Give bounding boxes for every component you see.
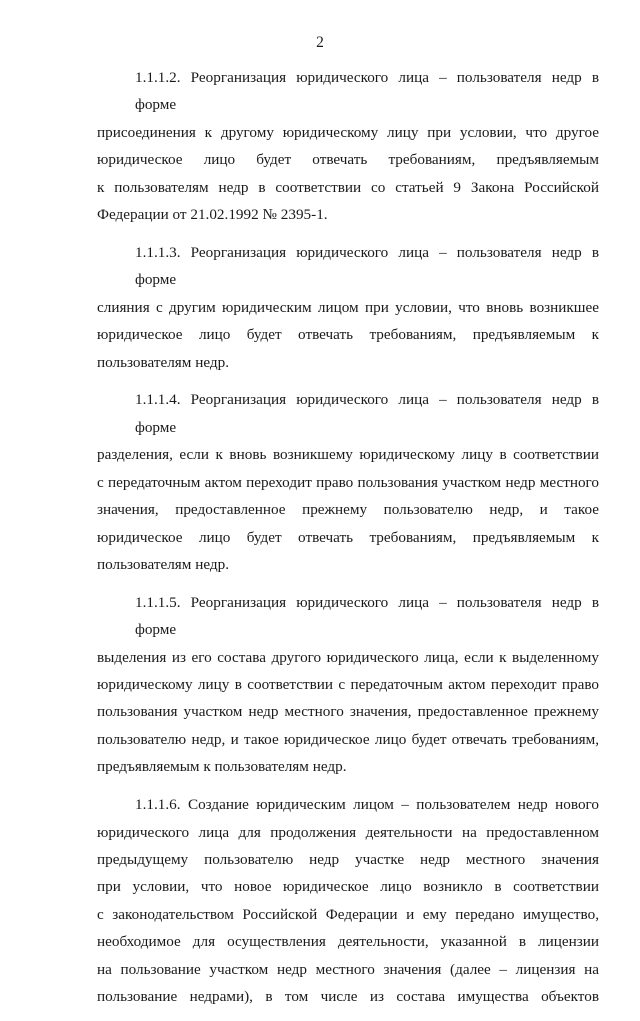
text-line: с передаточным актом переходит право пользования участком недр местного [97, 473, 599, 491]
text-line: пользование недрами), в том числе из состава имущества объектов [97, 988, 599, 1005]
text-line: предыдущему пользователю недр участке недр местного значения [97, 850, 599, 868]
document-body [97, 64, 599, 1021]
text-line: пользователям недр. [97, 555, 229, 573]
text-line: юридическое лицо будет отвечать требованиям, предъявляемым [97, 151, 599, 169]
text-line: необходимое для осуществления деятельности, указанной в лицензии [97, 933, 599, 951]
text-line: значения, предоставленное прежнему пользователю недр, и такое [97, 501, 599, 519]
text-line: присоединения к другому юридическому лицу при условии, что другое [97, 123, 599, 141]
text-line: пользователю недр, и такое юридическое лицо будет отвечать требованиям, [97, 730, 599, 748]
paragraph-1-1-1-3 [97, 239, 599, 376]
text-line: пользователям недр. [97, 353, 229, 371]
paragraph-1-1-1-5 [97, 589, 599, 781]
text-line: юридическому лицу в соответствии с передаточным актом переходит право [97, 676, 599, 694]
text-line: 1.1.1.3. Реорганизация юридического лица – пользователя недр в форме [135, 243, 599, 289]
text-line: предъявляемым к пользователям недр. [97, 758, 347, 776]
page-number: 2 [316, 34, 324, 51]
text-line: при условии, что новое юридическое лицо возникло в соответствии [97, 878, 599, 896]
text-line: 1.1.1.2. Реорганизация юридического лица – пользователя недр в форме [135, 69, 599, 114]
text-line: Федерации от 21.02.1992 № 2395-1. [97, 206, 328, 224]
text-line: юридическое лицо будет отвечать требованиям, предъявляемым к [97, 326, 599, 344]
text-line: выделения из его состава другого юридического лица, если к выделенному [97, 648, 599, 666]
text-line: разделения, если к вновь возникшему юридическому лицу в соответствии [97, 446, 599, 464]
text-line: 1.1.1.6. Создание юридическим лицом – пользователем недр нового [135, 796, 599, 814]
text-line: на пользование участком недр местного значения (далее – лицензия на [97, 960, 599, 978]
text-line: 1.1.1.5. Реорганизация юридического лица – пользователя недр в форме [135, 593, 599, 639]
text-line: пользования участком недр местного значения, предоставленное прежнему [97, 703, 599, 721]
paragraph-1-1-1-6 [97, 791, 599, 1010]
text-line: слияния с другим юридическим лицом при условии, что вновь возникшее [97, 298, 599, 316]
text-line: юридического лица для продолжения деятельности на предоставленном [97, 823, 599, 841]
paragraph-1-1-1-4 [97, 386, 599, 578]
text-line: к пользователям недр в соответствии со статьей 9 Закона Российской [97, 178, 599, 196]
text-line: с законодательством Российской Федерации и ему передано имущество, [97, 905, 599, 923]
text-line: юридическое лицо будет отвечать требованиям, предъявляемым к [97, 528, 599, 546]
text-line: 1.1.1.4. Реорганизация юридического лица – пользователя недр в форме [135, 391, 599, 436]
paragraph-1-1-1-2 [97, 64, 599, 228]
